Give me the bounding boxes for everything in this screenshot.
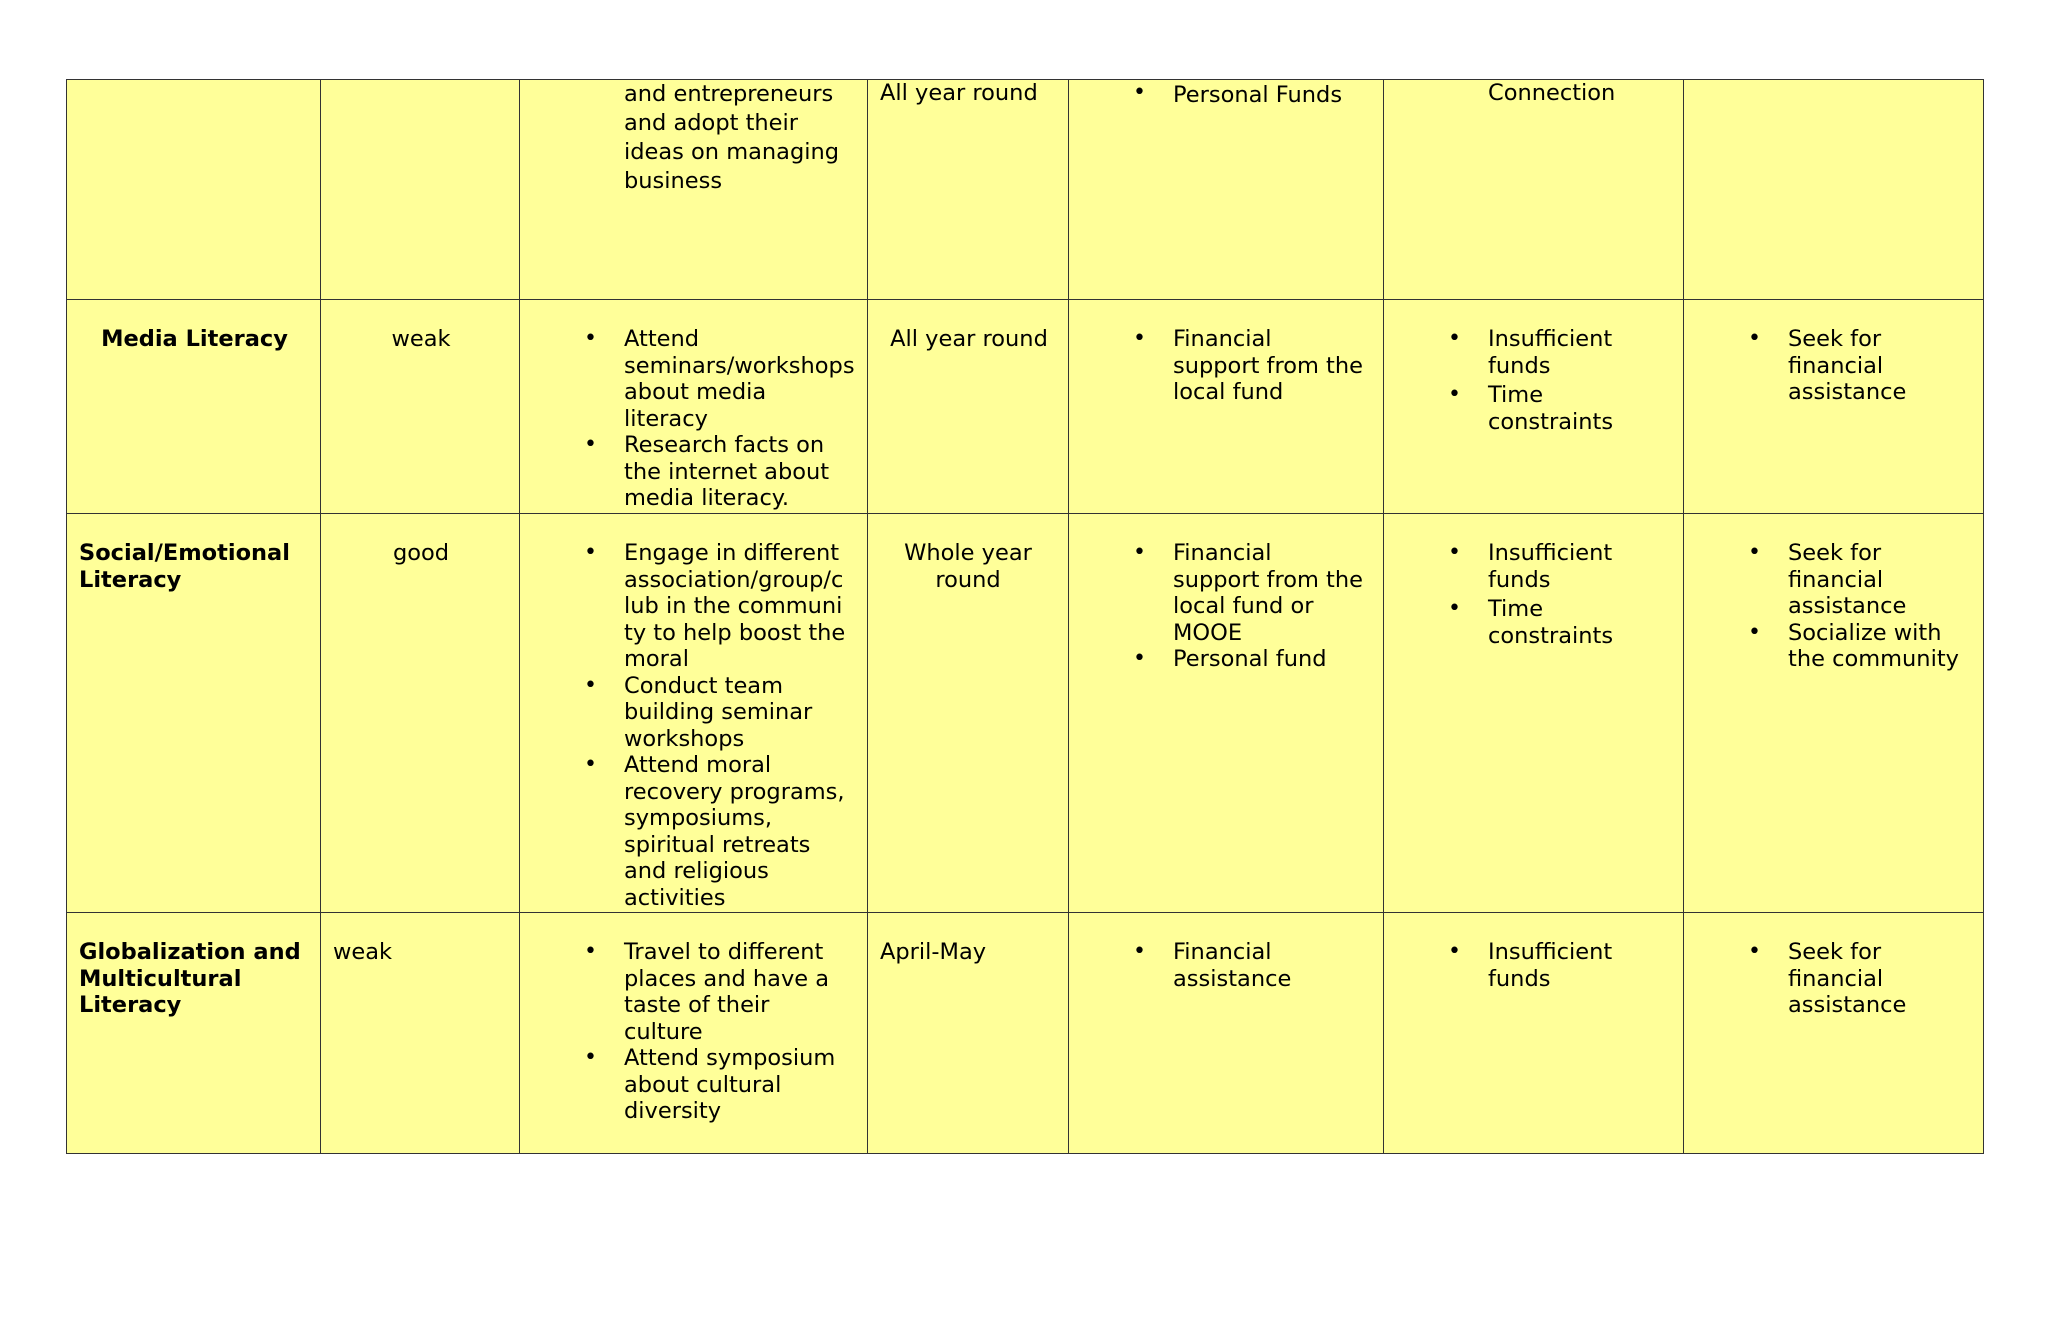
time-frame-text: April-May — [880, 939, 987, 965]
time-frame-cell — [868, 80, 1069, 300]
resource-item: • Personal fund — [1081, 646, 1365, 673]
area-cell — [67, 514, 321, 913]
activity-item: • Attend moral recovery programs, symposiums, spiritual retreats and religious activities — [532, 752, 849, 911]
activity-item: • Attend symposium about cultural diversity — [532, 1045, 849, 1125]
activities-cell — [520, 913, 868, 1154]
table-row — [67, 913, 1984, 1154]
rating-text: weak — [391, 326, 451, 352]
time-frame-cell — [868, 300, 1069, 514]
challenge-item: • Insufficient funds — [1396, 939, 1665, 992]
activities-cell — [520, 80, 868, 300]
area-cell — [67, 913, 321, 1154]
rating-text: weak — [333, 939, 393, 965]
resources-cell — [1069, 514, 1384, 913]
rating-cell — [321, 913, 520, 1154]
solution-item: • Seek for financial assistance — [1696, 939, 1965, 1019]
activity-item: and entrepreneurs and adopt their ideas on managing business — [624, 81, 840, 194]
activity-item: • Research facts on the internet about media literacy. — [532, 432, 849, 512]
area-label: Media Literacy — [101, 326, 288, 352]
time-frame-cell — [868, 514, 1069, 913]
area-label: Globalization and Multicultural Literacy — [79, 939, 301, 1018]
solutions-cell — [1684, 514, 1984, 913]
challenges-cell — [1384, 913, 1684, 1154]
activity-item: • Engage in different association/group/club in the community to help boost the moral — [532, 540, 849, 673]
challenges-cell — [1384, 300, 1684, 514]
literacy-plan-table — [66, 79, 1984, 1154]
activity-item: • Conduct team building seminar workshops — [532, 673, 849, 753]
area-cell — [67, 80, 321, 300]
solutions-cell — [1684, 300, 1984, 514]
table-row — [67, 300, 1984, 514]
table-row — [67, 80, 1984, 300]
time-frame-text: All year round — [890, 326, 1048, 352]
challenge-item: • Insufficient funds — [1396, 326, 1665, 379]
solutions-cell — [1684, 913, 1984, 1154]
resource-item: • Financial assistance — [1081, 939, 1365, 992]
area-cell — [67, 300, 321, 514]
challenge-item: Connection — [1488, 80, 1616, 106]
resources-cell — [1069, 913, 1384, 1154]
activities-cell — [520, 514, 868, 913]
solution-item: • Socialize with the community — [1696, 620, 1965, 673]
time-frame-text: Whole year round — [904, 540, 1032, 593]
challenge-item: • Time constraints — [1396, 382, 1665, 435]
resource-item: • Financial support from the local fund — [1081, 326, 1365, 406]
activity-item: • Travel to different places and have a taste of their culture — [532, 939, 849, 1045]
resources-cell — [1069, 300, 1384, 514]
rating-cell — [321, 514, 520, 913]
resource-item: • Personal Funds — [1081, 80, 1365, 109]
rating-text: good — [392, 540, 450, 566]
challenges-cell — [1384, 514, 1684, 913]
solution-item: • Seek for financial assistance — [1696, 326, 1965, 406]
solution-item: • Seek for financial assistance — [1696, 540, 1965, 620]
rating-cell — [321, 80, 520, 300]
resource-item: • Financial support from the local fund or MOOE — [1081, 540, 1365, 646]
rating-cell — [321, 300, 520, 514]
resources-cell — [1069, 80, 1384, 300]
activity-item: • Attend seminars/workshops about media literacy — [532, 326, 849, 432]
time-frame-text: All year round — [880, 80, 1038, 106]
activities-cell — [520, 300, 868, 514]
challenge-item: • Time constraints — [1396, 596, 1665, 649]
solutions-cell — [1684, 80, 1984, 300]
table-row — [67, 514, 1984, 913]
time-frame-cell — [868, 913, 1069, 1154]
challenges-cell — [1384, 80, 1684, 300]
challenge-item: • Insufficient funds — [1396, 540, 1665, 593]
area-label: Social/Emotional Literacy — [79, 540, 290, 593]
